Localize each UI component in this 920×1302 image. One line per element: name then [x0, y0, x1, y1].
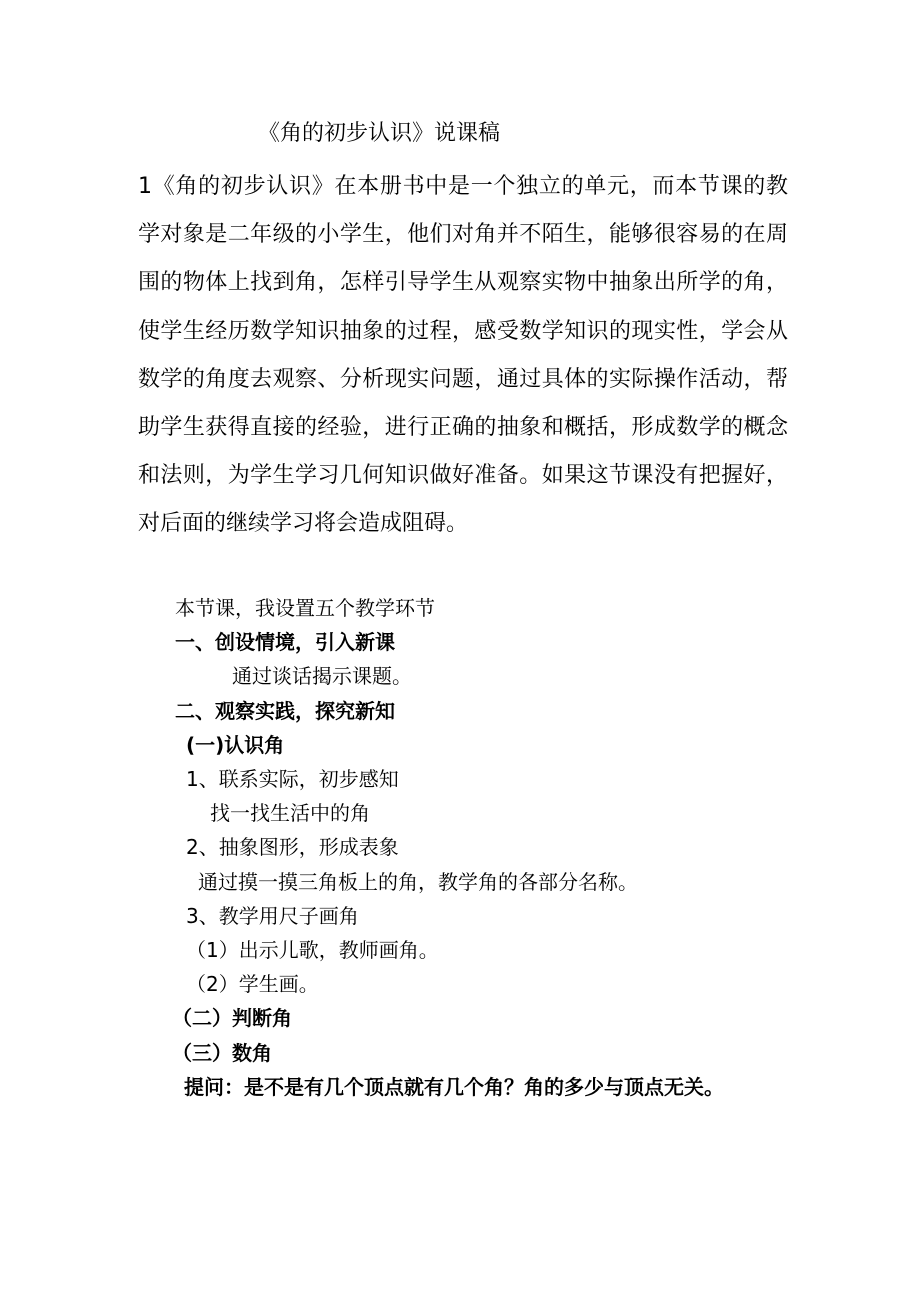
subsection-heading-1: (一)认识角	[186, 733, 285, 757]
section-heading-2: 二、观察实践，探究新知	[175, 699, 395, 723]
step-3-heading: 3、教学用尺子画角	[186, 904, 359, 928]
step-2-heading: 2、抽象图形，形成表象	[186, 835, 399, 859]
outline-intro: 本节课，我设置五个教学环节	[175, 596, 435, 620]
intro-paragraph: 1《角的初步认识》在本册书中是一个独立的单元，而本节课的教学对象是二年级的小学生，他们对角并不陌生，能够很容易的在周围的物体上找到角，怎样引导学生从观察实物中抽象出所学的角，使学生经历数学知识抽象的过程，感受数学知识的现实性，学会从数学的角度去观察、分析现实问题，通过具体的实际操作活动，帮助学生获得直接的经验，进行正确的抽象和概括，形成数学的概念和法则，为学生学习几何知识做好准备。如果这节课没有把握好，对后面的继续学习将会造成阻碍。	[138, 174, 788, 537]
step-3-item-2: （2）学生画。	[186, 972, 319, 996]
section-1-text: 通过谈话揭示课题。	[232, 664, 412, 688]
step-1-text: 找一找生活中的角	[210, 801, 370, 825]
question-text: 提问：是不是有几个顶点就有几个角？角的多少与顶点无关。	[184, 1075, 724, 1099]
document-title: 《角的初步认识》说课稿	[258, 121, 501, 146]
step-3-item-1: （1）出示儿歌，教师画角。	[186, 938, 439, 962]
step-2-text: 通过摸一摸三角板上的角，教学角的各部分名称。	[198, 870, 638, 894]
section-heading-1: 一、创设情境，引入新课	[175, 630, 395, 654]
subsection-heading-3: （三）数角	[172, 1041, 272, 1065]
subsection-heading-2: （二）判断角	[172, 1006, 292, 1030]
step-1-heading: 1、联系实际，初步感知	[186, 767, 399, 791]
